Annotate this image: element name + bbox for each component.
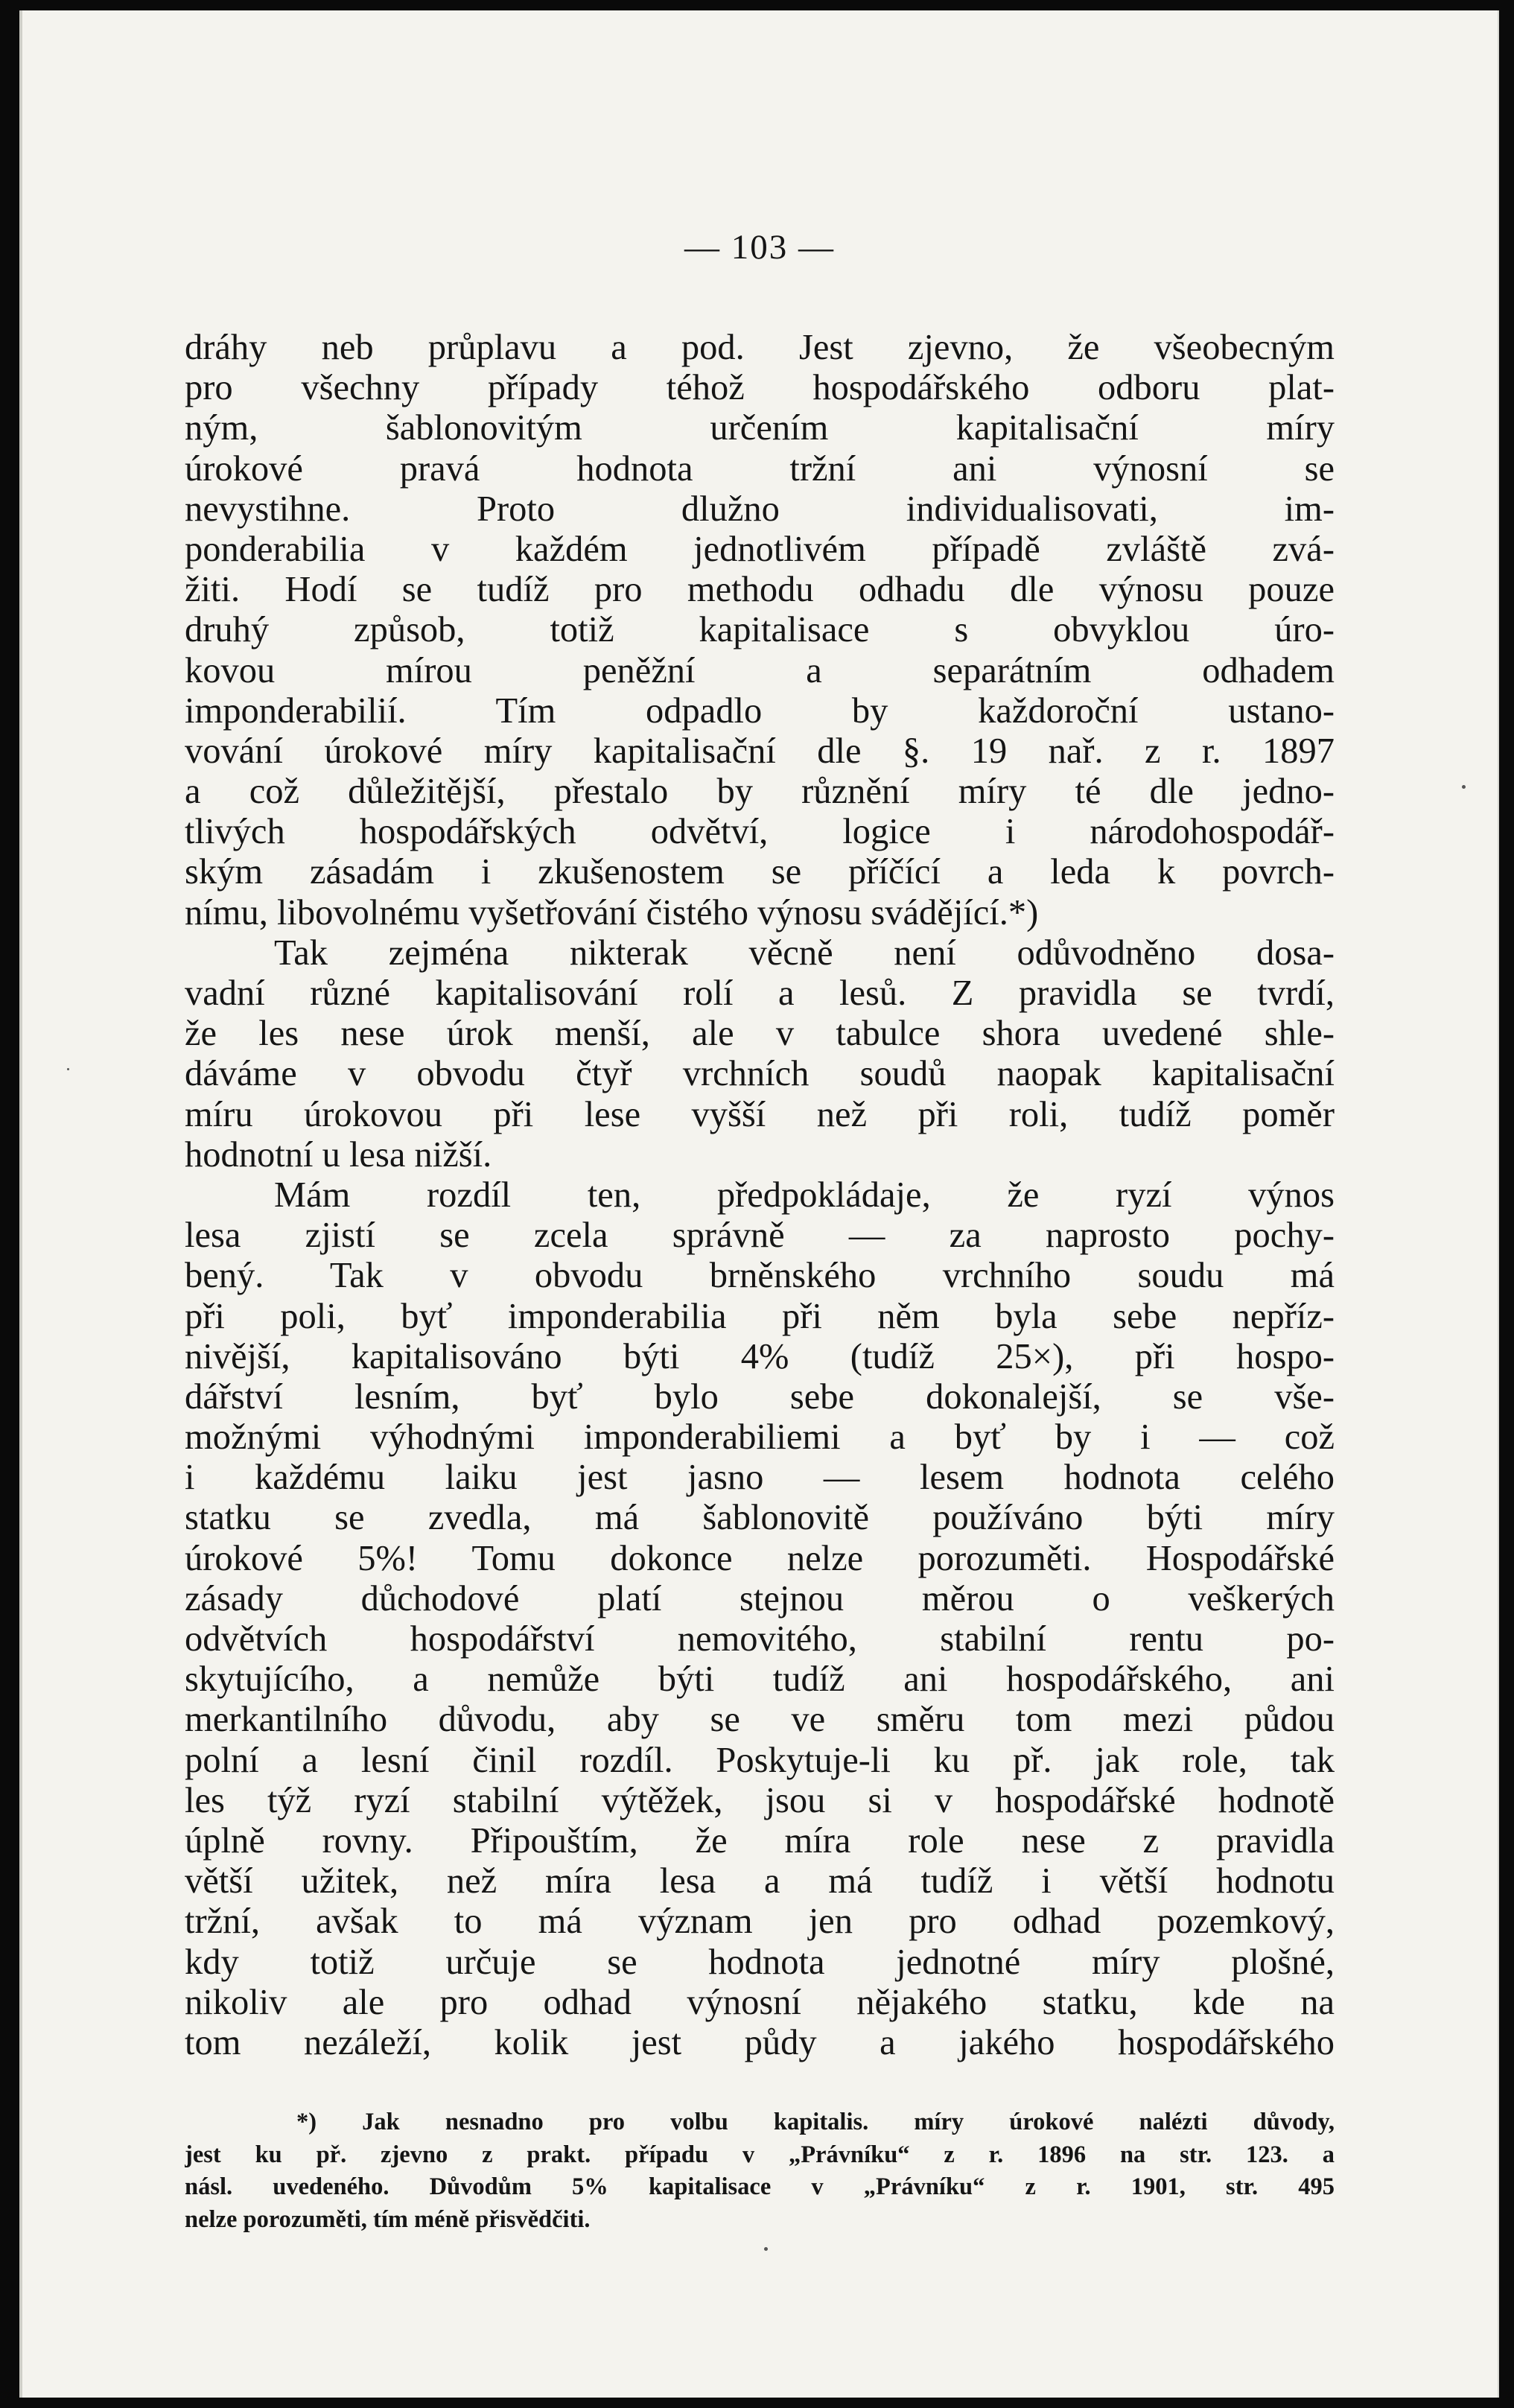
body-line: úrokové 5%! Tomu dokonce nelze porozuměti. Hospodářské <box>185 1538 1335 1578</box>
body-line: statku se zvedla, má šablonovitě používáno býti míry <box>185 1498 1335 1538</box>
body-line: větší užitek, než míra lesa a má tudíž i větší hodnotu <box>185 1861 1335 1902</box>
paper-speck <box>67 1068 69 1070</box>
paper-speck <box>764 2247 768 2251</box>
body-line: les týž ryzí stabilní výtěžek, jsou si v hospodářské hodnotě <box>185 1780 1335 1820</box>
body-line: lesa zjistí se zcela správně — za naprosto pochy- <box>185 1216 1335 1256</box>
body-line: imponderabilií. Tím odpadlo by každoroční ustano- <box>185 690 1335 731</box>
footnote-line: *) Jak nesnadno pro volbu kapitalis. míry úrokové nalézti důvody, <box>296 2109 1335 2136</box>
body-line: dářství lesním, byť bylo sebe dokonalejší, se vše- <box>185 1376 1335 1417</box>
body-line: že les nese úrok menší, ale v tabulce shora uvedené shle- <box>185 1014 1335 1054</box>
body-line: i každému laiku jest jasno — lesem hodnota celého <box>185 1458 1335 1498</box>
body-line: možnými výhodnými imponderabiliemi a byť by i — což <box>185 1417 1335 1458</box>
body-line: úplně rovny. Připouštím, že míra role nese z pravidla <box>185 1820 1335 1861</box>
body-line: druhý způsob, totiž kapitalisace s obvyklou úro- <box>185 610 1335 650</box>
body-line: kdy totiž určuje se hodnota jednotné míry plošné, <box>185 1942 1335 1982</box>
body-line: při poli, byť imponderabilia při něm byla sebe nepříz- <box>185 1296 1335 1336</box>
body-line: dáváme v obvodu čtyř vrchních soudů naopak kapitalisační <box>185 1054 1335 1094</box>
footnote-line: nelze porozuměti, tím méně přisvědčiti. <box>185 2205 591 2233</box>
book-page <box>19 10 1499 2398</box>
body-line: Mám rozdíl ten, předpokládaje, že ryzí výnos <box>274 1175 1335 1215</box>
body-line: ným, šablonovitým určením kapitalisační míry <box>185 408 1335 448</box>
body-line: dráhy neb průplavu a pod. Jest zjevno, že všeobecným <box>185 328 1335 367</box>
body-line: a což důležitější, přestalo by různění míry té dle jedno- <box>185 772 1335 812</box>
body-line: zásady důchodové platí stejnou měrou o veškerých <box>185 1578 1335 1618</box>
body-line: polní a lesní činil rozdíl. Poskytuje-li ku př. jak role, tak <box>185 1740 1335 1780</box>
body-line: tržní, avšak to má význam jen pro odhad pozemkový, <box>185 1902 1335 1942</box>
body-line: skytujícího, a nemůže býti tudíž ani hospodářského, ani <box>185 1659 1335 1700</box>
body-line: kovou mírou peněžní a separátním odhadem <box>185 650 1335 690</box>
page-number: — 103 — <box>684 228 835 267</box>
footnote-line: násl. uvedeného. Důvodům 5% kapitalisace v „Právníku“ z r. 1901, str. 495 <box>185 2173 1335 2201</box>
body-line: odvětvích hospodářství nemovitého, stabilní rentu po- <box>185 1619 1335 1659</box>
body-line: ským zásadám i zkušenostem se příčící a leda k povrch- <box>185 852 1335 892</box>
body-line: nevystihne. Proto dlužno individualisovati, im- <box>185 489 1335 529</box>
body-line: bený. Tak v obvodu brněnského vrchního soudu má <box>185 1256 1335 1296</box>
footnote-line: jest ku př. zjevno z prakt. případu v „Právníku“ z r. 1896 na str. 123. a <box>185 2141 1335 2168</box>
body-line: úrokové pravá hodnota tržní ani výnosní se <box>185 448 1335 489</box>
body-line: tom nezáleží, kolik jest půdy a jakého hospodářského <box>185 2022 1335 2062</box>
paper-speck <box>1462 785 1466 789</box>
body-line: nikoliv ale pro odhad výnosní nějakého statku, kde na <box>185 1982 1335 2022</box>
body-line: nímu, libovolnému vyšetřování čistého výnosu svádějící.*) <box>185 892 1039 933</box>
body-text <box>185 328 1335 2063</box>
body-line: pro všechny případy téhož hospodářského odboru plat- <box>185 368 1335 408</box>
text-area <box>185 225 1335 2236</box>
body-line: ponderabilia v každém jednotlivém případě zvláště zvá- <box>185 529 1335 569</box>
body-line: vadní různé kapitalisování rolí a lesů. Z pravidla se tvrdí, <box>185 973 1335 1013</box>
body-line: míru úrokovou při lese vyšší než při roli, tudíž poměr <box>185 1094 1335 1134</box>
body-line: hodnotní u lesa nižší. <box>185 1134 492 1175</box>
body-line: vování úrokové míry kapitalisační dle §. 19 nař. z r. 1897 <box>185 731 1335 771</box>
body-line: merkantilního důvodu, aby se ve směru tom mezi půdou <box>185 1700 1335 1740</box>
body-line: tlivých hospodářských odvětví, logice i národohospodář- <box>185 812 1335 852</box>
body-line: žiti. Hodí se tudíž pro methodu odhadu dle výnosu pouze <box>185 570 1335 610</box>
footnote <box>185 2106 1335 2236</box>
body-line: nivější, kapitalisováno býti 4% (tudíž 25×), při hospo- <box>185 1336 1335 1376</box>
body-line: Tak zejména nikterak věcně není odůvodněno dosa- <box>274 933 1335 973</box>
